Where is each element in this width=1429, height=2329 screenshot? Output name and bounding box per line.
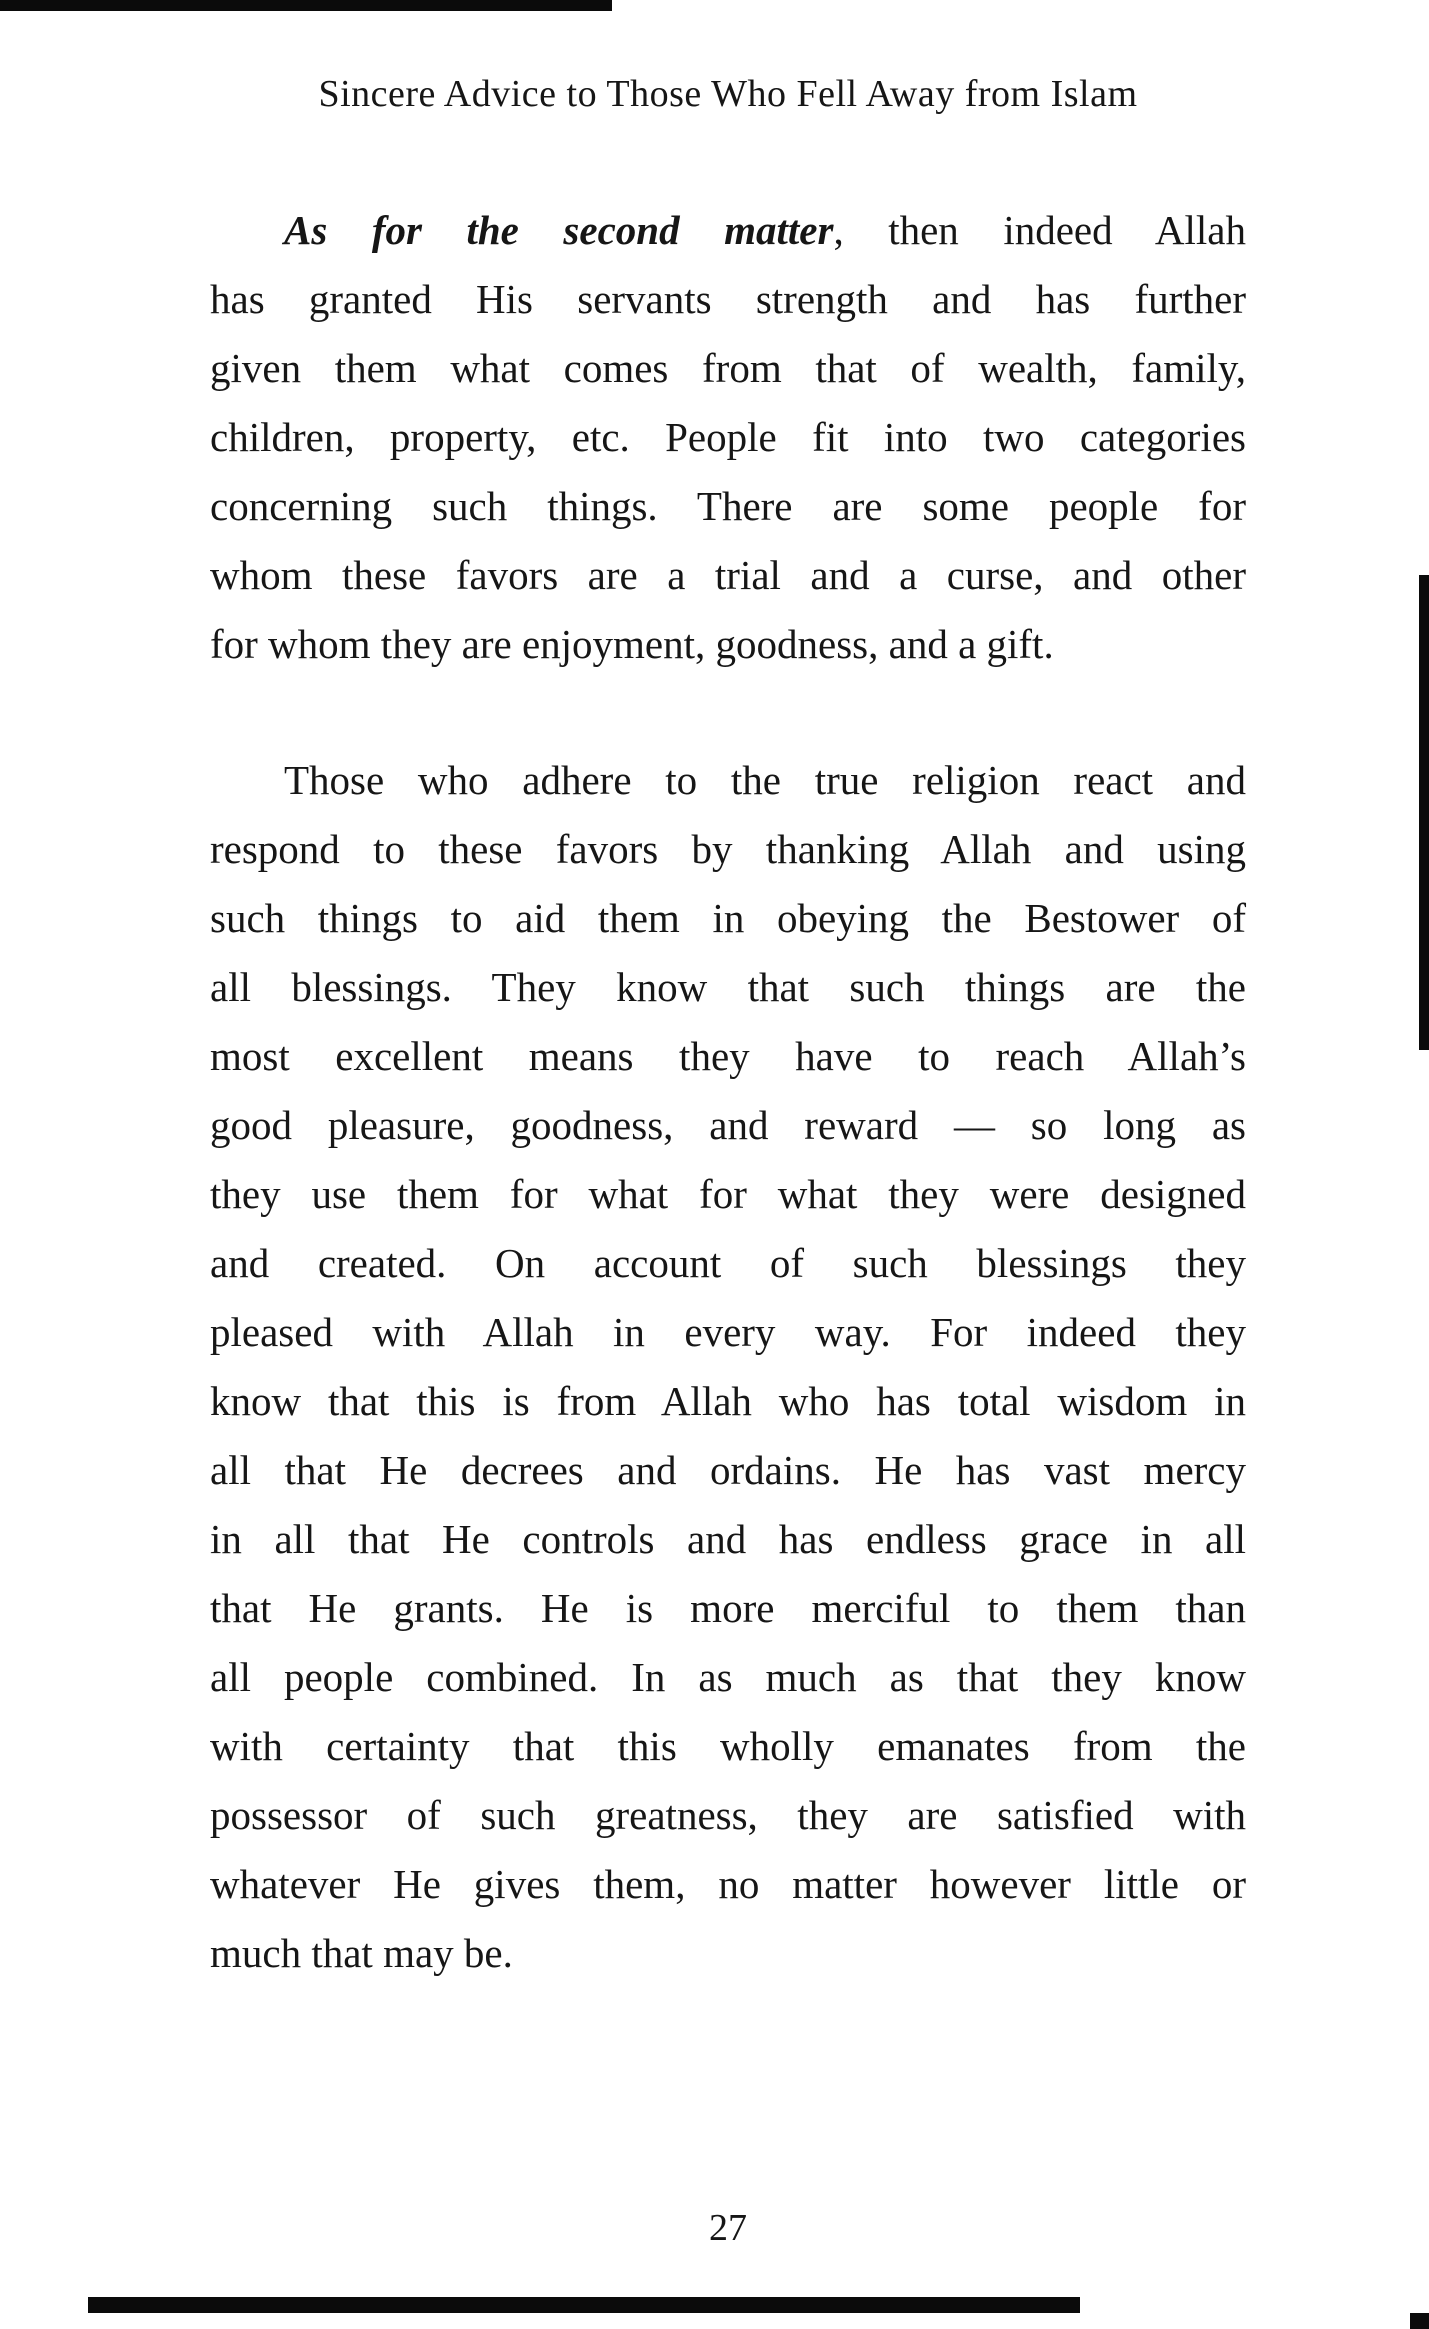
body-text-line: has granted His servants strength and has further (210, 276, 1246, 322)
emphasized-lead-phrase: As for the second matter (284, 207, 834, 253)
body-text-line: whom these favors are a trial and a curse, and other (210, 552, 1246, 598)
scan-artifact-right-bar (1419, 575, 1429, 1050)
body-text-line: most excellent means they have to reach Allah’s (210, 1033, 1246, 1079)
body-text-line: know that this is from Allah who has total wisdom in (210, 1378, 1246, 1424)
body-text-line: Those who adhere to the true religion react and (284, 757, 1246, 803)
body-text-line: and created. On account of such blessings they (210, 1240, 1246, 1286)
body-text-line: all blessings. They know that such things are the (210, 964, 1246, 1010)
body-text-line: such things to aid them in obeying the Bestower of (210, 895, 1246, 941)
body-text-line: possessor of such greatness, they are satisfied with (210, 1792, 1246, 1838)
body-text-line: whatever He gives them, no matter however little or (210, 1861, 1246, 1907)
body-text-line: concerning such things. There are some people for (210, 483, 1246, 529)
paragraph (210, 196, 1246, 679)
body-text-line: in all that He controls and has endless grace in all (210, 1516, 1246, 1562)
body-text-line: that He grants. He is more merciful to them than (210, 1585, 1246, 1631)
body-text (210, 196, 1246, 1988)
body-text-line: given them what comes from that of wealth, family, (210, 345, 1246, 391)
scan-artifact-bottom-bar (88, 2297, 1080, 2313)
page-number: 27 (709, 2207, 747, 2249)
body-text-line: for whom they are enjoyment, goodness, and a gift. (210, 621, 1054, 667)
body-text-line: pleased with Allah in every way. For indeed they (210, 1309, 1246, 1355)
body-text-line: children, property, etc. People fit into two categories (210, 414, 1246, 460)
body-text-line: with certainty that this wholly emanates from the (210, 1723, 1246, 1769)
body-text-line: much that may be. (210, 1930, 513, 1976)
scan-artifact-corner-mark (1410, 2313, 1429, 2329)
paragraph (210, 746, 1246, 1988)
scan-artifact-top-bar (0, 0, 612, 11)
body-text-line: they use them for what for what they were designed (210, 1171, 1246, 1217)
body-text-line: all people combined. In as much as that they know (210, 1654, 1246, 1700)
body-text-line: As for the second matter, then indeed Allah (284, 207, 1246, 253)
running-header: Sincere Advice to Those Who Fell Away from Islam (318, 73, 1138, 115)
body-text-line: all that He decrees and ordains. He has vast mercy (210, 1447, 1246, 1493)
body-text-line: good pleasure, goodness, and reward — so long as (210, 1102, 1246, 1148)
body-text-line: respond to these favors by thanking Allah and using (210, 826, 1246, 872)
